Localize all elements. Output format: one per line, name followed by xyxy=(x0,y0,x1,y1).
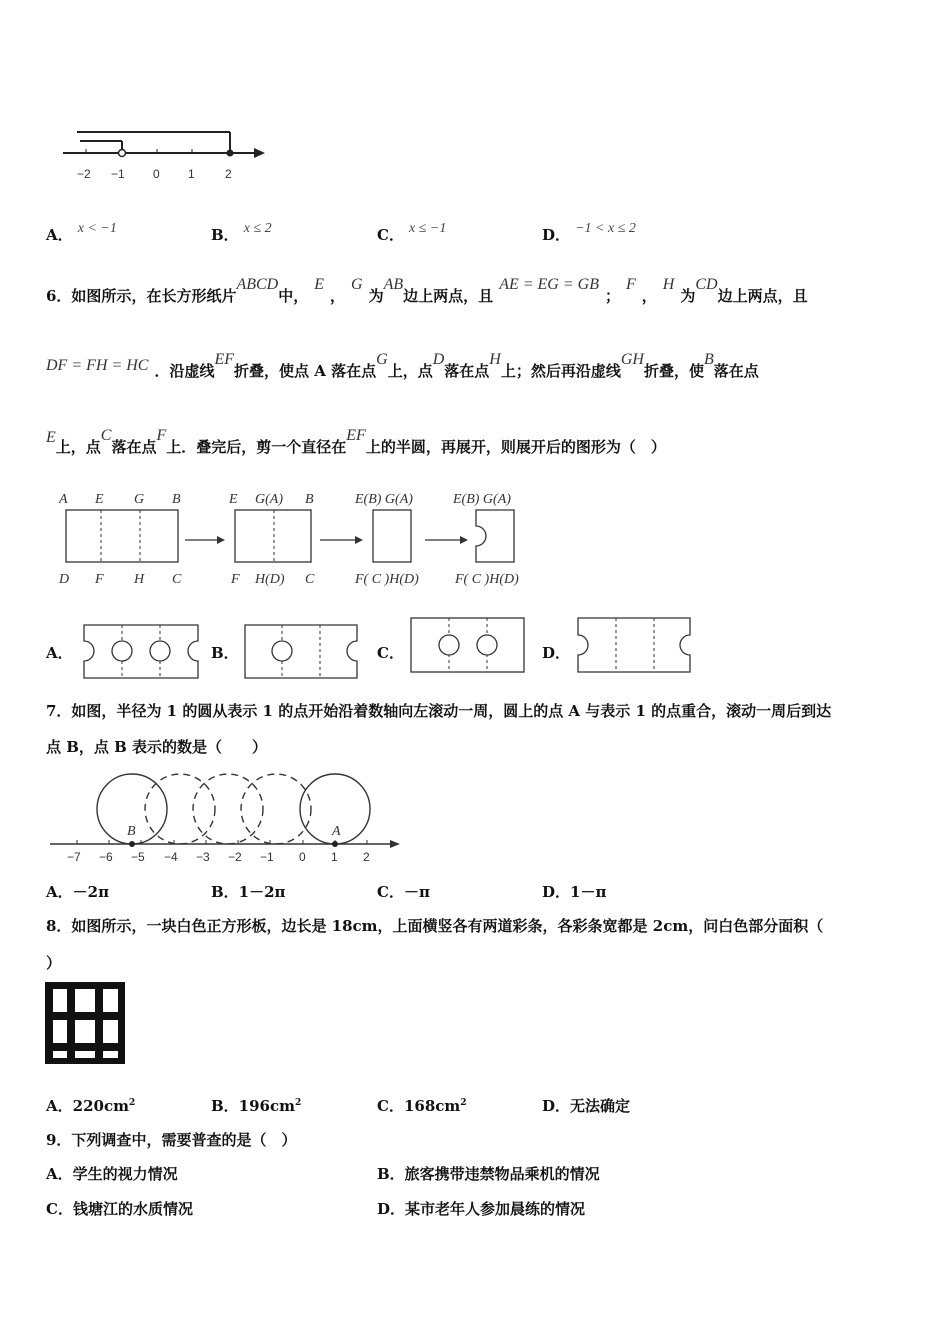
q7-tick: 0 xyxy=(299,850,306,864)
q6-text: 折叠，使 xyxy=(643,362,704,380)
q7-point-a-label: A xyxy=(332,824,341,839)
q7-option-b[interactable]: B．1－2π xyxy=(211,883,286,901)
q6-line-2 xyxy=(46,351,926,381)
fold-label: B xyxy=(172,492,181,507)
q8-option-b[interactable] xyxy=(211,1095,301,1116)
fold-label: F( C )H(D) xyxy=(355,572,419,587)
q6-option-a-figure[interactable] xyxy=(80,622,204,682)
q6-text: 上，点 xyxy=(387,362,433,380)
option-text: C．168cm xyxy=(377,1097,461,1115)
q6-line-3 xyxy=(46,427,926,457)
q6-option-a-label[interactable]: A． xyxy=(46,644,73,662)
q6-math: G xyxy=(351,276,363,293)
q6-math: AE = EG = GB xyxy=(499,276,599,293)
q6-math: DF = FH = HC xyxy=(46,357,149,374)
q6-math: H xyxy=(662,276,675,293)
q6-text: 上，点 xyxy=(55,438,101,456)
option-text: B．196cm xyxy=(211,1097,295,1115)
q7-option-c[interactable]: C．－π xyxy=(377,883,430,901)
q9-option-c[interactable]: C．钱塘江的水质情况 xyxy=(46,1200,193,1218)
fold-label: C xyxy=(305,572,315,587)
q6-text: 上．叠完后，剪一个直径在 xyxy=(166,438,347,456)
fold-label: F( C )H(D) xyxy=(455,572,519,587)
fold-label: D xyxy=(59,572,70,587)
q8-stem-line-2: ） xyxy=(46,954,62,972)
option-math: x ≤ −1 xyxy=(409,221,447,236)
option-key: D． xyxy=(542,226,571,244)
q7-tick: −4 xyxy=(164,850,178,864)
q5-option-a[interactable] xyxy=(46,221,117,245)
q6-option-d-figure[interactable] xyxy=(574,615,696,677)
q6-text: 落在点 xyxy=(713,362,759,380)
q6-math: H xyxy=(489,351,501,368)
fold-label: E(B) G(A) xyxy=(355,492,413,507)
option-math: x < −1 xyxy=(77,221,117,236)
option-text: A．220cm xyxy=(46,1097,129,1115)
q6-option-b-label[interactable]: B． xyxy=(211,644,239,662)
option-sup: 2 xyxy=(295,1098,302,1108)
fold-label: G(A) xyxy=(255,492,283,507)
nl5-tick: −1 xyxy=(111,167,125,181)
q6-text: 6．如图所示，在长方形纸片 xyxy=(46,287,237,305)
q6-math: D xyxy=(432,351,445,368)
q8-option-a[interactable] xyxy=(46,1095,135,1116)
q6-math: EF xyxy=(346,427,366,444)
q6-text: 折叠，使点 A 落在点 xyxy=(234,362,377,380)
nl5-tick: 0 xyxy=(153,167,160,181)
q8-striped-square-figure xyxy=(44,981,126,1065)
q6-text: ， xyxy=(641,287,657,305)
q7-tick: 2 xyxy=(363,850,370,864)
q6-text: 为 xyxy=(680,287,696,305)
q7-tick: −2 xyxy=(228,850,242,864)
fold-label: E xyxy=(229,492,238,507)
nl5-tick: 2 xyxy=(225,167,232,181)
q6-text: 上的半圆，再展开，则展开后的图形为（ ） xyxy=(365,438,666,456)
q5-number-line-figure xyxy=(55,120,275,190)
q9-option-b[interactable]: B．旅客携带违禁物品乘机的情况 xyxy=(377,1165,600,1183)
option-sup: 2 xyxy=(460,1098,467,1108)
q6-math: E xyxy=(314,276,325,293)
q5-option-b[interactable] xyxy=(211,221,272,245)
q6-text: 落在点 xyxy=(444,362,490,380)
option-sup: 2 xyxy=(128,1098,136,1108)
q6-text: 为 xyxy=(368,287,384,305)
q6-math: F xyxy=(156,427,167,444)
fold-label: G xyxy=(134,492,145,507)
q6-math: F xyxy=(626,276,636,293)
q6-text: 落在点 xyxy=(111,438,157,456)
q6-math: EF xyxy=(214,351,235,368)
nl5-tick: −2 xyxy=(77,167,91,181)
q6-math: AB xyxy=(383,276,404,293)
q7-tick: −1 xyxy=(260,850,274,864)
q7-stem-line-1: 7．如图，半径为 1 的圆从表示 1 的点开始沿着数轴向左滚动一周，圆上的点 A 与表示 1 的点重合，滚动一周后到达 xyxy=(46,702,832,720)
q6-math: G xyxy=(376,351,388,368)
q5-option-d[interactable] xyxy=(542,221,636,245)
q6-line-1 xyxy=(46,276,926,306)
q8-option-d[interactable] xyxy=(542,1095,630,1116)
fold-label: H(D) xyxy=(255,572,285,587)
option-math: x ≤ 2 xyxy=(243,221,272,236)
fold-label: F xyxy=(95,572,104,587)
fold-label: C xyxy=(172,572,182,587)
q9-option-a[interactable]: A．学生的视力情况 xyxy=(46,1165,178,1183)
q7-tick: 1 xyxy=(331,850,338,864)
fold-label: A xyxy=(59,492,68,507)
q6-text: 边上两点，且 xyxy=(717,287,808,305)
option-key: B． xyxy=(211,226,239,244)
q6-option-c-label[interactable]: C． xyxy=(377,644,404,662)
q6-math: GH xyxy=(620,351,644,368)
fold-label: E xyxy=(95,492,104,507)
q7-option-a[interactable]: A．－2π xyxy=(46,883,110,901)
q6-text: 中， xyxy=(278,287,309,305)
q6-math: E xyxy=(46,429,56,446)
fold-label: E(B) G(A) xyxy=(453,492,511,507)
q7-tick: −5 xyxy=(131,850,145,864)
q8-stem-line-1: 8．如图所示，一块白色正方形板，边长是 18cm，上面横竖各有两道彩条，各彩条宽都是 2cm，问白色部分面积（ xyxy=(46,917,824,935)
q9-option-d[interactable]: D．某市老年人参加晨练的情况 xyxy=(377,1200,586,1218)
fold-label: H xyxy=(134,572,145,587)
q7-stem-line-2: 点 B，点 B 表示的数是（ ） xyxy=(46,738,268,756)
q6-text: ， xyxy=(330,287,346,305)
q6-option-b-figure[interactable] xyxy=(243,622,363,682)
q7-option-d[interactable]: D．1－π xyxy=(542,883,607,901)
q6-math: CD xyxy=(695,276,718,293)
q9-stem: 9．下列调查中，需要普查的是（ ） xyxy=(46,1131,297,1149)
q6-math: B xyxy=(704,351,714,368)
q6-option-d-label[interactable]: D． xyxy=(542,644,571,662)
q7-tick: −3 xyxy=(196,850,210,864)
q6-math: C xyxy=(100,427,112,444)
q7-tick: −7 xyxy=(67,850,81,864)
option-key: C． xyxy=(377,226,404,244)
q6-option-c-figure[interactable] xyxy=(408,615,528,677)
q6-text: 上；然后再沿虚线 xyxy=(500,362,621,380)
q6-text: ．沿虚线 xyxy=(154,362,215,380)
fold-label: F xyxy=(231,572,240,587)
option-text: D．无法确定 xyxy=(542,1097,631,1115)
nl5-tick: 1 xyxy=(188,167,195,181)
fold-label: B xyxy=(305,492,314,507)
q7-point-b-label: B xyxy=(127,824,136,839)
q6-math: ABCD xyxy=(236,276,279,293)
q8-option-c[interactable] xyxy=(377,1095,467,1116)
option-key: A． xyxy=(46,226,73,244)
q7-tick: −6 xyxy=(99,850,113,864)
q5-option-c[interactable] xyxy=(377,221,447,245)
q7-rolling-circle-figure xyxy=(45,768,415,868)
q6-text: 边上两点，且 xyxy=(403,287,494,305)
q6-text: ； xyxy=(604,287,620,305)
option-math: −1 < x ≤ 2 xyxy=(575,221,636,236)
q6-fold-figure xyxy=(55,485,555,590)
